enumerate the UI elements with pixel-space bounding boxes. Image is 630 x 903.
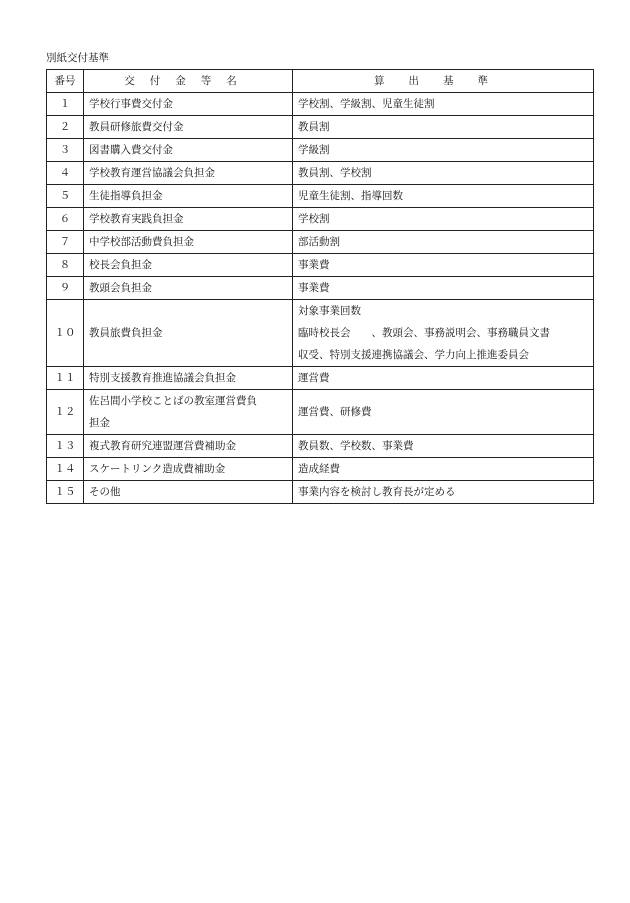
grant-criteria-table xyxy=(46,69,594,504)
grant-name: 生徒指導負担金 xyxy=(84,185,293,208)
calculation-basis: 教員割 xyxy=(293,116,594,139)
grant-name: 図書購入費交付金 xyxy=(84,139,293,162)
row-number: ５ xyxy=(47,185,84,208)
table-row xyxy=(47,254,594,277)
grant-name-line: 担金 xyxy=(89,417,110,429)
basis-line: 臨時校長会 、教頭会、事務説明会、事務職員文書 xyxy=(298,327,550,339)
calculation-basis: 学級割 xyxy=(293,139,594,162)
grant-name: 複式教育研究連盟運営費補助金 xyxy=(84,435,293,458)
grant-name: スケートリンク造成費補助金 xyxy=(84,458,293,481)
table-header-row xyxy=(47,70,594,93)
table-row xyxy=(47,162,594,185)
row-number: ４ xyxy=(47,162,84,185)
calculation-basis: 運営費 xyxy=(293,367,594,390)
table-row xyxy=(47,185,594,208)
grant-name: 教頭会負担金 xyxy=(84,277,293,300)
row-number: １５ xyxy=(47,481,84,504)
row-number: １３ xyxy=(47,435,84,458)
table-row xyxy=(47,435,594,458)
grant-name: 学校行事費交付金 xyxy=(84,93,293,116)
basis-line: 収受、特別支援連携協議会、学力向上推進委員会 xyxy=(298,349,529,361)
table-row xyxy=(47,481,594,504)
calculation-basis: 教員割、学校割 xyxy=(293,162,594,185)
row-number: １１ xyxy=(47,367,84,390)
table-row xyxy=(47,300,594,367)
table-row xyxy=(47,458,594,481)
header-calculation-basis: 算出基準 xyxy=(293,70,594,93)
grant-name-line: 佐呂間小学校ことばの教室運営費負 xyxy=(89,395,257,407)
table-row xyxy=(47,208,594,231)
calculation-basis: 学校割 xyxy=(293,208,594,231)
calculation-basis: 事業費 xyxy=(293,277,594,300)
calculation-basis: 学校割、学級割、児童生徒割 xyxy=(293,93,594,116)
row-number: ３ xyxy=(47,139,84,162)
calculation-basis: 造成経費 xyxy=(293,458,594,481)
grant-name: 学校教育運営協議会負担金 xyxy=(84,162,293,185)
row-number: １４ xyxy=(47,458,84,481)
header-number: 番号 xyxy=(47,70,84,93)
grant-name: その他 xyxy=(84,481,293,504)
row-number: １２ xyxy=(47,390,84,435)
table-row xyxy=(47,390,594,435)
row-number: ２ xyxy=(47,116,84,139)
grant-name: 教員研修旅費交付金 xyxy=(84,116,293,139)
calculation-basis: 教員数、学校数、事業費 xyxy=(293,435,594,458)
grant-name: 校長会負担金 xyxy=(84,254,293,277)
row-number: １０ xyxy=(47,300,84,367)
basis-line: 対象事業回数 xyxy=(298,305,361,317)
header-grant-name: 交付金等名 xyxy=(84,70,293,93)
table-row xyxy=(47,231,594,254)
row-number: ８ xyxy=(47,254,84,277)
calculation-basis: 児童生徒割、指導回数 xyxy=(293,185,594,208)
calculation-basis: 部活動割 xyxy=(293,231,594,254)
grant-name: 教員旅費負担金 xyxy=(84,300,293,367)
row-number: ６ xyxy=(47,208,84,231)
grant-name: 中学校部活動費負担金 xyxy=(84,231,293,254)
row-number: ７ xyxy=(47,231,84,254)
table-row xyxy=(47,116,594,139)
row-number: １ xyxy=(47,93,84,116)
calculation-basis: 事業費 xyxy=(293,254,594,277)
row-number: ９ xyxy=(47,277,84,300)
table-row xyxy=(47,93,594,116)
calculation-basis: 運営費、研修費 xyxy=(293,390,594,435)
table-row xyxy=(47,277,594,300)
grant-name: 学校教育実践負担金 xyxy=(84,208,293,231)
grant-name xyxy=(84,390,293,435)
table-row xyxy=(47,139,594,162)
calculation-basis xyxy=(293,300,594,367)
document-title: 別紙交付基準 xyxy=(46,52,109,64)
calculation-basis: 事業内容を検討し教育長が定める xyxy=(293,481,594,504)
table-row xyxy=(47,367,594,390)
grant-name: 特別支援教育推進協議会負担金 xyxy=(84,367,293,390)
